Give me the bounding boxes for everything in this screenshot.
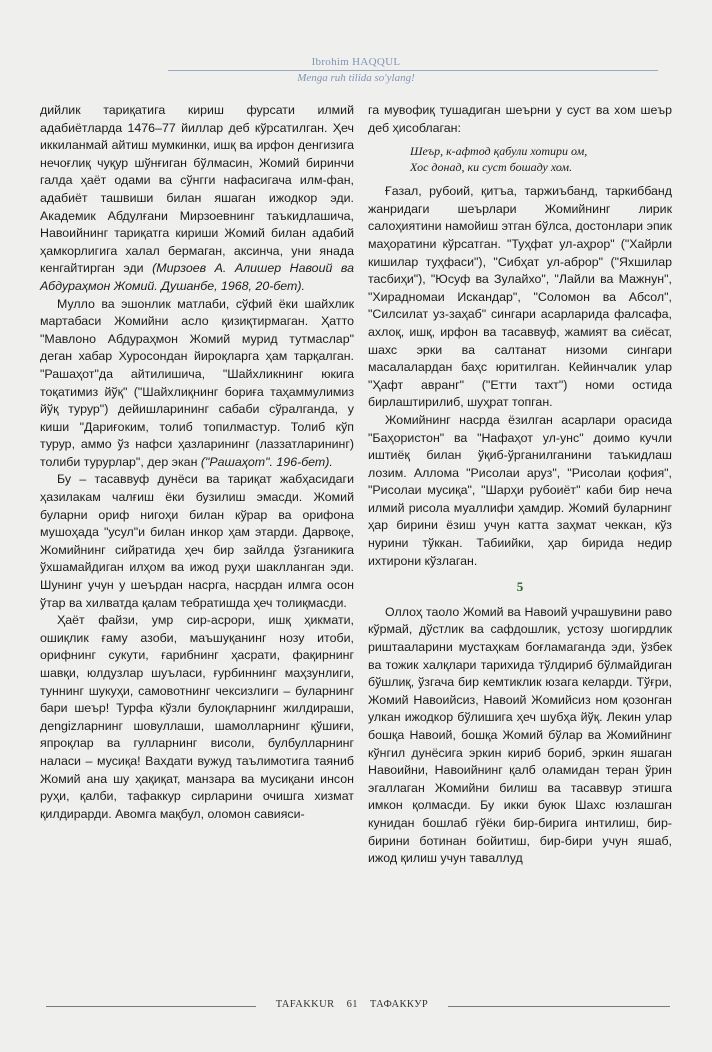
running-header — [0, 56, 712, 85]
paragraph: Бу – тасаввуф дунёси ва тариқат жабҳасидаги ҳазилакам чалғиш ёки бузилиш эмасди. Жомий буларни ориф нигоҳи билан кўрар ва орифона мушоҳада "усул"и билан инкор ҳам этарди. Дарвоқе, Жомийнинг сийратида ҳеч бир зайлда ўзганикига ўхшамайдиган илҳом ва ижод руҳи шаклланган эди. Шунинг учун у шеърдан насрга, насрдан илмга осон ўтар ва хилватда қалам тебратишда ҳеч толиқмасди. — [40, 472, 354, 610]
header-rule — [168, 70, 658, 71]
paragraph: дийлик тариқатига кириш фурсати илмий адабиётларда 1476–77 йиллар деб кўрсатилган. Ҳеч иккиланмай айтиш мумкинки, ишқ ва ирфон денгизига нечоғлиқ чуқур шўнғиган бўлмасин, Жомий биринчи галда ҳаёт одами ва сўнгги нафасигача илм-фан, адабиёт ташвиши билан яшаган ижодкор эди. Академик Абдулғани Мирзоевнинг таъкидлашича, Навоийнинг тариқатга кириши Жомий билан адабий ҳамкорлигига халал бермаган, аксинча, уни янада кенгайтирган эди (Мирзоев А. Алишер Навоий ва Абдураҳмон Жомий. Душанбе, 1968, 20-бет). — [40, 103, 354, 293]
page-footer — [0, 998, 712, 1014]
paragraph: Мулло ва эшонлик матлаби, сўфий ёки шайхлик мартабаси Жомийни асло қизиқтирмаган. Ҳатто "Мавлоно Абдураҳмон Жомий мурид тутмаслар" деган хабар Хуросондан йироқларга ҳам тарқалган. "Рашаҳот"да айтилишича, "Шайхликнинг юкига тоқатимиз йўқ" ("Шайхлиқнинг бориға таҳаммулимиз йўқ турур") дейишларининг сабаби сўралганда, у киши "Дариғоким, толиб топилмастур. Толиб кўп турур, аммо ўз нафси ҳазларининг (лаззатларининг) толиби турурлар", дер экан ("Рашаҳот". 196-бет). — [40, 296, 354, 469]
header-author: Ibrohim HAQQUL — [311, 56, 401, 68]
paragraph: Жомийнинг насрда ёзилган асарлари орасида "Баҳористон" ва "Нафаҳот ул-унс" доимо кучли иштиёқ билан ўқиб-ўрганилганини таъкидлаш лозим. Аллома "Рисолаи аруз", "Рисолаи қофия", "Рисолаи мусиқа", "Шарҳи рубоиёт" каби бир неча илмий рисола муаллифи ҳамдир. Жомий буларнинг ҳар бирини ёзиш учун катта заҳмат чеккан, кўз нурини тўккан. Табиийки, ҳар бирида недир ихтирони кўзлаган. — [368, 412, 672, 568]
verse-line: Хос донад, ки суст бошаду хом. — [410, 160, 573, 175]
footer-rule-right — [448, 1006, 670, 1007]
paragraph: Ҳаёт файзи, умр сир-асрори, ишқ ҳикмати, ошиқлик ғаму азоби, маъшуқанинг нозу итоби, орифнинг сукути, ғарибнинг ҳасрати, фақирнинг шавқи, юлдузлар шуъласи, ғурбиннинг маҳзунлиги, туннинг шукуҳи, самовотнинг чексизлиги – буларнинг бари шеър! Турфа кўзли булоқларнинг жилдираши, дengizларнинг шовуллаши, шамолларнинг қўшиғи, япроқлар ва гулларнинг висоли, булбулларнинг наласи – мусиқа! Вахдати вужуд таълимотига таяниб Жомий ана шу ҳақиқат, манзара ва мусиқани инсон руҳи, қалби, тафаккур сирларини очишга хизмат қилдирарди. Авомга мақбул, оломон савияси- — [40, 613, 354, 821]
verse-line: Шеър, к-афтод қабули хотири ом, — [410, 144, 588, 159]
paragraph: Оллоҳ таоло Жомий ва Навоий учрашувини раво кўрмай, дўстлик ва сафдошлик, устозу шогирдлик риштаaларини мустаҳкам боғламаганда эди, ўзбек ва тожик халқлари тарихида тўлдириб бўлмайдиган бўшлиқ, ўзгача бир кемтиклик юзага келарди. Тўғри, Жомий Навоийсиз, Навоий Жомийсиз ном қозонган улкан ижодкор бўлишига ҳеч шубҳа йўқ. Лекин улар бошқа Навоий, бошқа Жомий бўлар ва Жомийнинг кўнгил дунёсига эркин кириб бориб, эркин яшаган Навоийни, Навоийнинг қалб оламидан теран ўрин эгаллаган Жомийни билиш ва тасаввур этишга имкон қолмасди. Бу икки буюк Шахс юзлашган кунидан бошлаб гўёки бир-бирига интилиш, бир-бирини ботинан бойитиш, бир-бири учун яшаб, ижод қилиш учун таваллуд — [368, 604, 672, 866]
page-number: 61 — [346, 999, 358, 1010]
paragraph: га мувофиқ тушадиган шеърни у суст ва хом шеър деб ҳисоблаган: — [368, 103, 672, 135]
right-column — [368, 102, 672, 868]
journal-name-cyrillic: ТАФАККУР — [369, 999, 429, 1010]
citation: (Мирзоев А. Алишер Навоий ва Абдураҳмон Жомий. Душанбе, 1968, 20-бет). — [40, 261, 354, 293]
header-subtitle: Menga ruh tilida so'ylang! — [297, 72, 415, 84]
journal-name-latin: TAFAKKUR — [275, 999, 335, 1010]
section-number: 5 — [516, 579, 524, 595]
paragraph: Ғазал, рубоий, қитъа, таржиъбанд, таркиббанд жанридаги шеърлари Жомийнинг лирик салоҳиятини намойиш этган бўлса, достонлари эпик маҳоратини кўрсатган. "Туҳфат ул-аҳрор" ("Хайрли кишилар туҳфаси"), "Сибҳат ул-аброр" ("Яхшилар тасбиҳи"), "Юсуф ва Зулайхо", "Лайли ва Мажнун", "Хирадномаи Искандар", "Соломон ва Абсол", "Силсилат уз-заҳаб" сингари асарларида фалсафа, ахлоқ, ишқ, ирфон ва тасаввуф, жамият ва сиёсат, шахс эрки ва салтанат низоми сингари масалалардан баҳс юритилган. Кейинчалик улар "Ҳафт авранг" ("Етти тахт") номи остида бирлаштирилиб, шуҳрат топган. — [368, 184, 672, 410]
footer-rule-left — [46, 1006, 256, 1007]
citation: ("Рашаҳот". 196-бет). — [200, 454, 333, 469]
footer-text — [262, 999, 442, 1010]
left-column — [40, 102, 354, 823]
verse-quote — [368, 143, 672, 175]
